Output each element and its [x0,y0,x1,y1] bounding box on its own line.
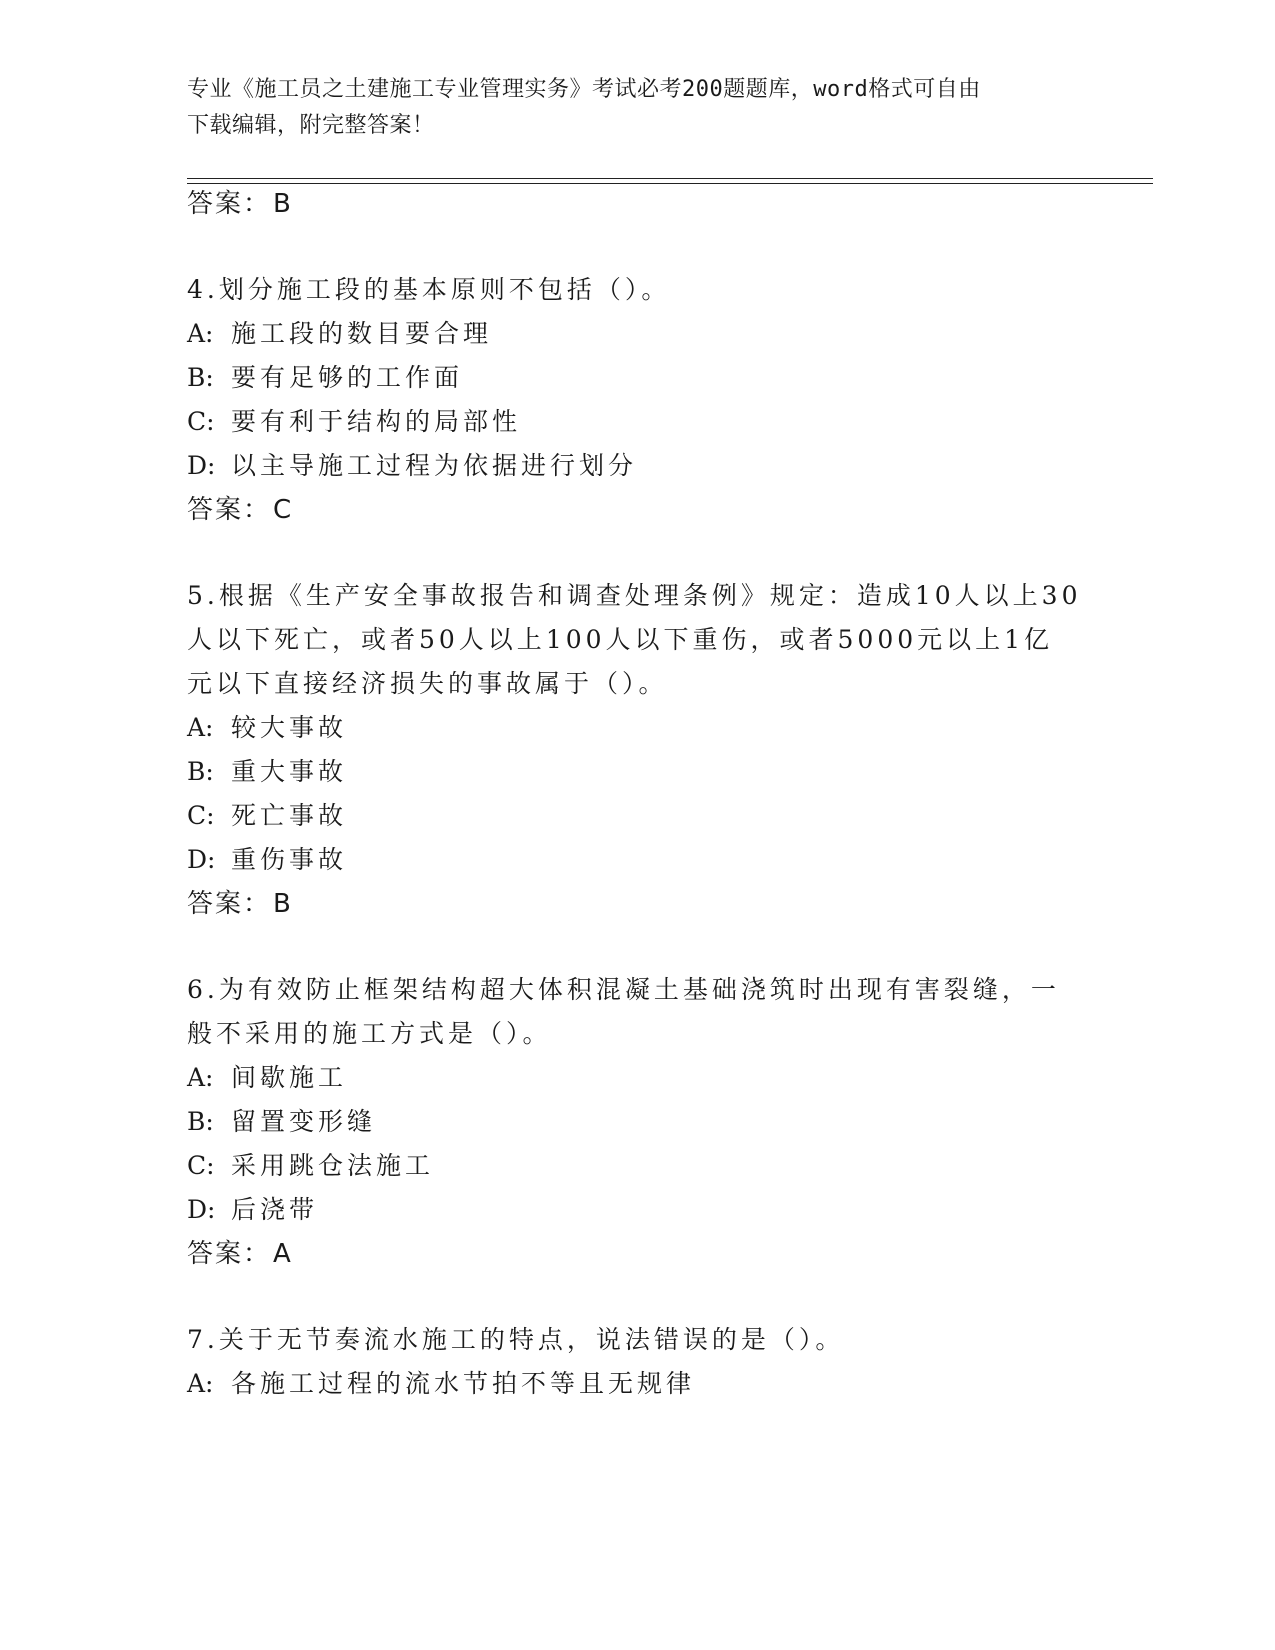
question-5-option-a [187,710,347,746]
answer-value: C [273,495,294,525]
option-text: 各施工过程的流水节拍不等且无规律 [231,1369,696,1398]
option-letter: A: [187,713,214,742]
option-letter: D: [187,1195,216,1224]
option-text: 重伤事故 [231,845,348,874]
option-text: 死亡事故 [231,801,348,830]
question-6-text-line-2: 般不采用的施工方式是（）。 [187,1019,552,1048]
answer-value: A [273,1239,293,1269]
option-letter: B: [187,363,214,392]
option-text: 间歇施工 [231,1063,348,1092]
question-5-option-b [187,754,347,790]
answer-value: B [273,889,293,919]
option-text: 要有利于结构的局部性 [231,407,522,436]
option-text: 采用跳仓法施工 [231,1151,435,1180]
header-line-1: 专业《施工员之土建施工专业管理实务》考试必考200题题库，word格式可自由 [187,77,981,102]
option-letter: A: [187,319,214,348]
question-6-option-c [187,1148,434,1184]
option-text: 后浇带 [231,1195,319,1224]
header-line-2: 下载编辑，附完整答案！ [187,113,435,138]
header-divider-top [187,178,1153,179]
option-letter: A: [187,1063,214,1092]
question-4-option-b [187,360,463,396]
option-letter: B: [187,1107,214,1136]
question-6-option-b [187,1104,376,1140]
option-letter: C: [187,407,215,436]
question-4-option-c [187,404,521,440]
question-6-option-d [187,1192,318,1228]
question-4-option-d [187,448,637,484]
question-5-option-c [187,798,347,834]
answer-line [187,886,293,922]
option-letter: C: [187,801,215,830]
answer-label: 答案： [187,889,272,919]
answer-label: 答案： [187,495,272,525]
option-letter: A: [187,1369,214,1398]
answer-line [187,186,293,222]
option-text: 要有足够的工作面 [231,363,464,392]
question-5-text-line-2: 人以下死亡，或者50人以上100人以下重伤，或者5000元以上1亿 [187,625,1054,654]
option-letter: D: [187,845,216,874]
answer-label: 答案： [187,189,272,219]
option-text: 施工段的数目要合理 [231,319,493,348]
question-4-option-a [187,316,492,352]
question-4-text: 4.划分施工段的基本原则不包括（）。 [187,275,671,304]
option-text: 较大事故 [231,713,348,742]
header-divider-bottom [187,183,1153,184]
question-7-text: 7.关于无节奏流水施工的特点，说法错误的是（）。 [187,1325,845,1354]
option-letter: B: [187,757,214,786]
answer-value: B [273,189,293,219]
option-text: 留置变形缝 [231,1107,377,1136]
question-7-option-a [187,1366,695,1402]
question-5-text-line-1: 5.根据《生产安全事故报告和调查处理条例》规定：造成10人以上30 [187,581,1082,610]
option-text: 重大事故 [231,757,348,786]
question-5-text-line-3: 元以下直接经济损失的事故属于（）。 [187,669,668,698]
answer-line [187,1236,293,1272]
question-6-text-line-1: 6.为有效防止框架结构超大体积混凝土基础浇筑时出现有害裂缝，一 [187,975,1060,1004]
question-6-option-a [187,1060,347,1096]
option-letter: D: [187,451,216,480]
option-text: 以主导施工过程为依据进行划分 [231,451,638,480]
answer-label: 答案： [187,1239,272,1269]
document-header [187,72,1067,144]
question-5-option-d [187,842,347,878]
option-letter: C: [187,1151,215,1180]
answer-line [187,492,293,528]
